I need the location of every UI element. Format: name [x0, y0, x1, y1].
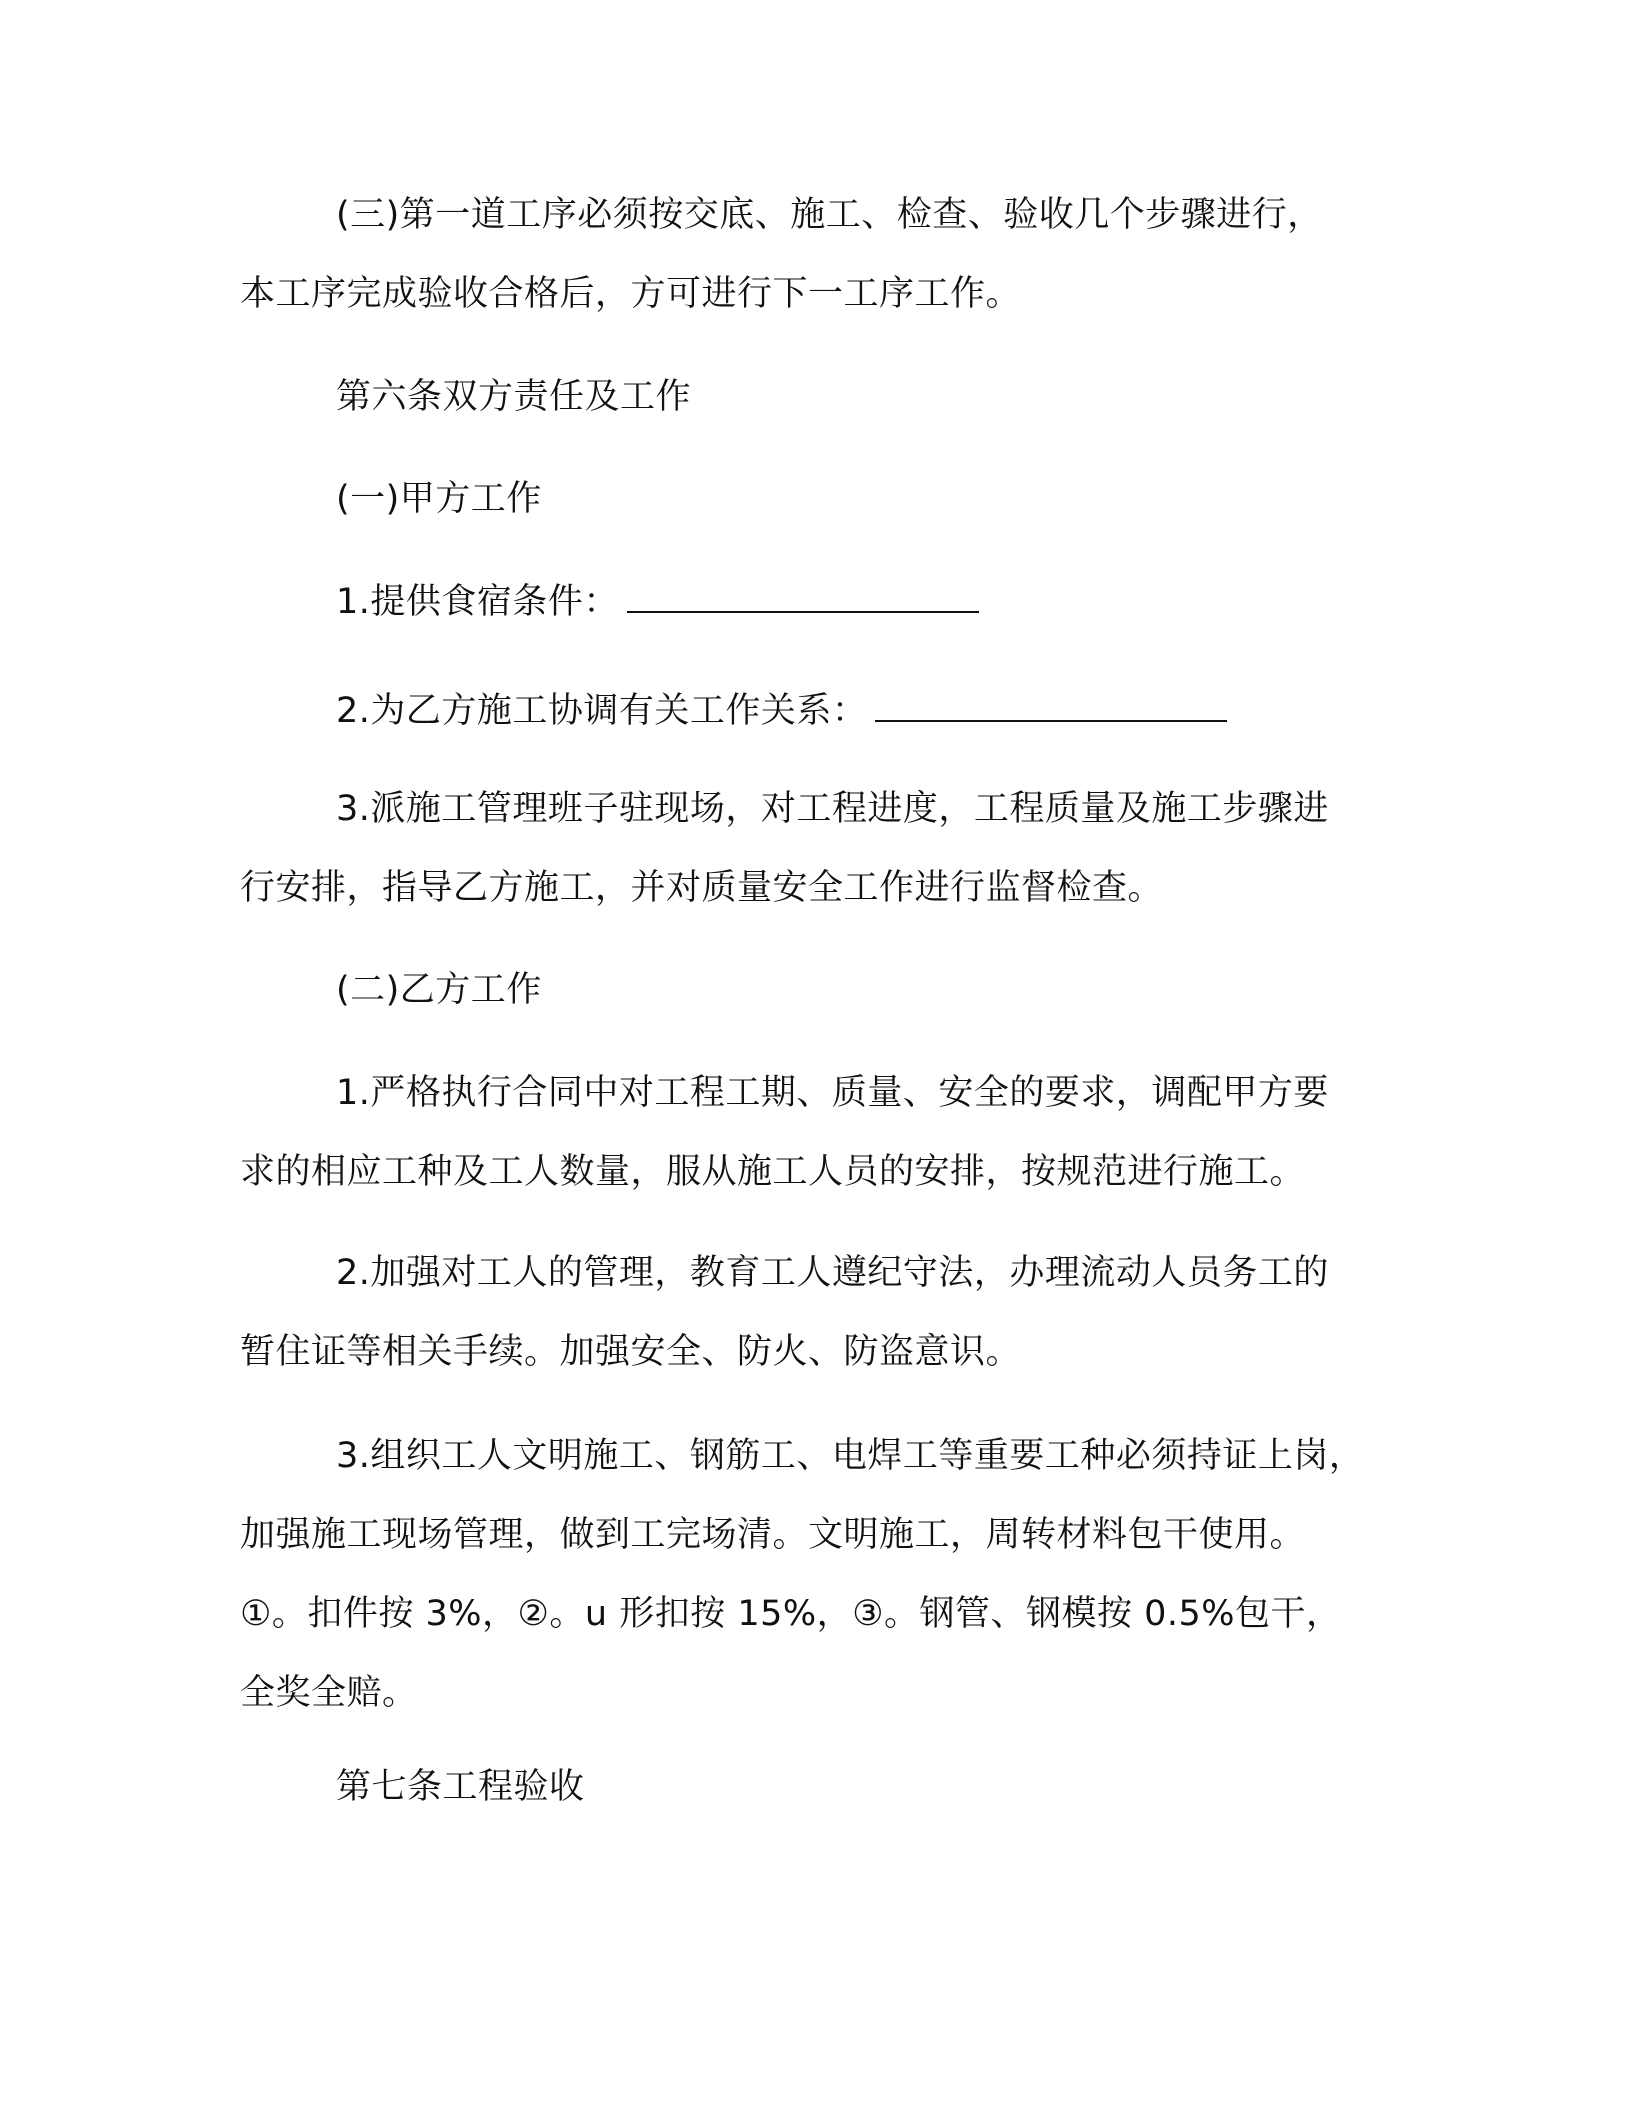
fill-in-blank[interactable] [627, 603, 979, 613]
paragraph-worker-management [240, 1234, 1420, 1392]
text-line: (三)第一道工序必须按交底、施工、检查、验收几个步骤进行， [336, 195, 1323, 235]
text-line: 1.严格执行合同中对工程工期、质量、安全的要求，调配甲方要 [336, 1073, 1329, 1113]
paragraph-civilized-construction [240, 1417, 1420, 1733]
paragraph-strict-execution [240, 1054, 1420, 1212]
paragraph-board-lodging [240, 563, 1420, 642]
paragraph-management-team [240, 770, 1420, 928]
text-line: 本工序完成验收合格后，方可进行下一工序工作。 [240, 274, 1022, 314]
heading-article-seven [240, 1748, 1420, 1827]
paragraph-coordinate-relations [240, 672, 1420, 751]
text-line: 加强施工现场管理，做到工完场清。文明施工，周转材料包干使用。 [240, 1515, 1306, 1555]
text-line: 第七条工程验收 [336, 1767, 585, 1807]
text-line: (一)甲方工作 [336, 479, 542, 519]
text-line: 暂住证等相关手续。加强安全、防火、防盗意识。 [240, 1332, 1022, 1372]
text-line: 行安排，指导乙方施工，并对质量安全工作进行监督检查。 [240, 868, 1164, 908]
paragraph-process-acceptance [240, 176, 1420, 334]
text-line: 1.提供食宿条件： [336, 582, 619, 622]
heading-party-b-work [240, 951, 1420, 1030]
heading-article-six [240, 358, 1420, 437]
text-line: 全奖全赔。 [240, 1673, 418, 1713]
heading-party-a-work [240, 460, 1420, 539]
text-line: 3.派施工管理班子驻现场，对工程进度，工程质量及施工步骤进 [336, 789, 1329, 829]
text-line: 2.加强对工人的管理，教育工人遵纪守法，办理流动人员务工的 [336, 1253, 1329, 1293]
text-line: 求的相应工种及工人数量，服从施工人员的安排，按规范进行施工。 [240, 1152, 1306, 1192]
text-line: 3.组织工人文明施工、钢筋工、电焊工等重要工种必须持证上岗， [336, 1436, 1365, 1476]
text-line: ①。扣件按 3%，②。u 形扣按 15%，③。钢管、钢模按 0.5%包干， [240, 1594, 1342, 1634]
text-line: (二)乙方工作 [336, 970, 542, 1010]
fill-in-blank[interactable] [875, 712, 1227, 722]
text-line: 第六条双方责任及工作 [336, 377, 692, 417]
text-line: 2.为乙方施工协调有关工作关系： [336, 691, 868, 731]
